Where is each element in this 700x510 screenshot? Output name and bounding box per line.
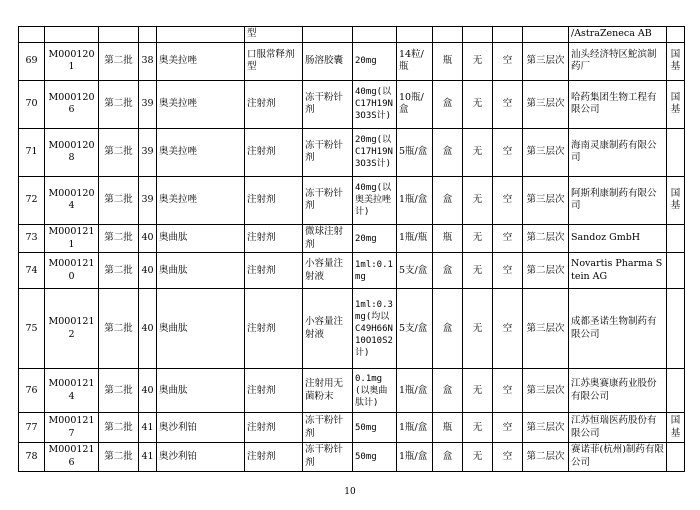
cell-specification: 20mg(以C17H19N3O3S计)	[353, 128, 397, 176]
cell-drug-name: 奥美拉唑	[157, 128, 245, 176]
cell-spec-form: 冻干粉针剂	[303, 176, 353, 224]
cell-specification: 1ml:0.3mg(均以C49H66N10O10S2计)	[353, 289, 397, 369]
cell-company: 赛诺菲(杭州)制药有限公司	[569, 443, 667, 472]
cell-flag-1: 无	[463, 224, 493, 253]
cell-unit: 瓶	[433, 413, 463, 443]
cell-drug-name: 奥曲肽	[157, 253, 245, 289]
cell-level: 第二层次	[523, 253, 569, 289]
table-row	[19, 289, 685, 369]
cell-dosage-form: 注射剂	[245, 253, 303, 289]
table-row	[19, 413, 685, 443]
cell-dosage-form: 注射剂	[245, 289, 303, 369]
cell-group-number: 39	[139, 80, 157, 128]
cell-dosage-form: 注射剂	[245, 224, 303, 253]
cell-flag-2: 空	[493, 369, 523, 413]
cell-flag-2: 空	[493, 176, 523, 224]
cell-company: 海南灵康制药有限公司	[569, 128, 667, 176]
cell-spec-form: 冻干粉针剂	[303, 443, 353, 472]
cell-group-number: 39	[139, 176, 157, 224]
cell-level: 第三层次	[523, 176, 569, 224]
cell-dosage-form: 注射剂	[245, 413, 303, 443]
cell-spec-form: 冻干粉针剂	[303, 128, 353, 176]
cell-company: /AstraZeneca AB	[569, 27, 667, 43]
cell-spec-form: 微球注射剂	[303, 224, 353, 253]
cell-row-number: 76	[19, 369, 45, 413]
cell-dosage-form: 注射剂	[245, 443, 303, 472]
cell-specification: 0.1mg(以奥曲肽计)	[353, 369, 397, 413]
cell-note	[667, 253, 685, 289]
cell-flag-1: 无	[463, 80, 493, 128]
cell-dosage-form: 型	[245, 27, 303, 43]
cell-drug-name: 奥沙利铂	[157, 413, 245, 443]
cell-package: 1瓶/盒	[397, 443, 433, 472]
cell-batch: 第二批	[99, 369, 139, 413]
cell-row-number: 74	[19, 253, 45, 289]
cell-package: 1瓶/瓶	[397, 224, 433, 253]
cell-flag-2: 空	[493, 443, 523, 472]
cell-row-number: 71	[19, 128, 45, 176]
cell-note	[667, 128, 685, 176]
cell-note	[667, 369, 685, 413]
cell-package: 1瓶/盒	[397, 413, 433, 443]
cell-note	[667, 289, 685, 369]
cell-flag-1: 无	[463, 253, 493, 289]
cell-spec-form: 小容量注射液	[303, 253, 353, 289]
cell-level: 第三层次	[523, 80, 569, 128]
cell-note: 国基	[667, 42, 685, 80]
cell-unit: 盒	[433, 176, 463, 224]
cell-package: 14粒/瓶	[397, 42, 433, 80]
cell-group-number: 40	[139, 289, 157, 369]
cell-flag-2: 空	[493, 289, 523, 369]
cell-company: 哈药集团生物工程有限公司	[569, 80, 667, 128]
cell-batch: 第二批	[99, 443, 139, 472]
cell-package: 10瓶/盒	[397, 80, 433, 128]
cell-spec-form: 注射用无菌粉末	[303, 369, 353, 413]
cell-row-number: 70	[19, 80, 45, 128]
cell-dosage-form: 注射剂	[245, 128, 303, 176]
cell-unit: 盒	[433, 443, 463, 472]
cell-group-number: 38	[139, 42, 157, 80]
cell-company: 成都圣诺生物制药有限公司	[569, 289, 667, 369]
cell-drug-code: M0001216	[45, 443, 99, 472]
cell-level: 第二层次	[523, 224, 569, 253]
drug-catalog-table	[18, 26, 685, 472]
cell-unit: 瓶	[433, 42, 463, 80]
cell-unit: 盒	[433, 369, 463, 413]
cell-spec-form: 肠溶胶囊	[303, 42, 353, 80]
cell-unit: 瓶	[433, 224, 463, 253]
cell-dosage-form: 注射剂	[245, 176, 303, 224]
cell-row-number: 77	[19, 413, 45, 443]
cell-drug-code: M0001211	[45, 224, 99, 253]
cell-company: Sandoz GmbH	[569, 224, 667, 253]
cell-specification: 20mg	[353, 42, 397, 80]
cell-group-number: 39	[139, 128, 157, 176]
cell-flag-2: 空	[493, 253, 523, 289]
cell-flag-1: 无	[463, 176, 493, 224]
cell-flag-1: 无	[463, 42, 493, 80]
cell-package: 1瓶/盒	[397, 176, 433, 224]
cell-spec-form: 小容量注射液	[303, 289, 353, 369]
cell-batch: 第二批	[99, 128, 139, 176]
cell-company: 阿斯利康制药有限公司	[569, 176, 667, 224]
table-row	[19, 224, 685, 253]
cell-note: 国基	[667, 80, 685, 128]
table-row-continued	[19, 27, 685, 43]
cell-row-number: 72	[19, 176, 45, 224]
cell-batch: 第二批	[99, 253, 139, 289]
cell-level: 第三层次	[523, 413, 569, 443]
table-row	[19, 443, 685, 472]
cell-flag-1: 无	[463, 443, 493, 472]
cell-level: 第三层次	[523, 369, 569, 413]
table-row	[19, 369, 685, 413]
cell-specification: 50mg	[353, 413, 397, 443]
cell-drug-code: M0001212	[45, 289, 99, 369]
table-row	[19, 128, 685, 176]
cell-level: 第三层次	[523, 289, 569, 369]
cell-drug-code: M0001204	[45, 176, 99, 224]
cell-drug-code: M0001217	[45, 413, 99, 443]
cell-dosage-form: 注射剂	[245, 369, 303, 413]
cell-drug-name: 奥曲肽	[157, 289, 245, 369]
cell-dosage-form: 注射剂	[245, 80, 303, 128]
cell-level: 第二层次	[523, 443, 569, 472]
cell-batch: 第二批	[99, 80, 139, 128]
cell-package: 5支/盒	[397, 253, 433, 289]
cell-flag-1: 无	[463, 369, 493, 413]
cell-flag-2: 空	[493, 224, 523, 253]
cell-flag-2: 空	[493, 80, 523, 128]
cell-company: 江苏奥赛康药业股份有限公司	[569, 369, 667, 413]
cell-row-number: 69	[19, 42, 45, 80]
cell-level: 第三层次	[523, 42, 569, 80]
cell-drug-code: M0001214	[45, 369, 99, 413]
cell-drug-name: 奥美拉唑	[157, 80, 245, 128]
cell-drug-code: M0001201	[45, 42, 99, 80]
cell-specification: 40mg(以C17H19N3O3S计)	[353, 80, 397, 128]
table-row	[19, 176, 685, 224]
cell-note	[667, 443, 685, 472]
cell-flag-2: 空	[493, 42, 523, 80]
cell-note: 国基	[667, 176, 685, 224]
cell-batch: 第二批	[99, 289, 139, 369]
table-row	[19, 80, 685, 128]
cell-package: 5瓶/盒	[397, 128, 433, 176]
cell-batch: 第二批	[99, 413, 139, 443]
cell-row-number: 75	[19, 289, 45, 369]
cell-flag-2: 空	[493, 413, 523, 443]
cell-batch: 第二批	[99, 42, 139, 80]
cell-group-number: 41	[139, 413, 157, 443]
cell-group-number: 40	[139, 253, 157, 289]
cell-batch: 第二批	[99, 224, 139, 253]
cell-drug-name: 奥美拉唑	[157, 42, 245, 80]
table-row	[19, 42, 685, 80]
table-row	[19, 253, 685, 289]
cell-drug-name: 奥沙利铂	[157, 443, 245, 472]
cell-specification: 20mg	[353, 224, 397, 253]
cell-group-number: 41	[139, 443, 157, 472]
cell-row-number: 78	[19, 443, 45, 472]
cell-spec-form: 冻干粉针剂	[303, 80, 353, 128]
cell-dosage-form: 口服常释剂型	[245, 42, 303, 80]
cell-unit: 盒	[433, 289, 463, 369]
cell-specification: 40mg(以奥美拉唑计)	[353, 176, 397, 224]
cell-package: 1瓶/盒	[397, 369, 433, 413]
cell-row-number: 73	[19, 224, 45, 253]
cell-group-number: 40	[139, 224, 157, 253]
cell-company: 汕头经济特区鮀滨制药厂	[569, 42, 667, 80]
cell-company: Novartis Pharma Stein AG	[569, 253, 667, 289]
cell-flag-2: 空	[493, 128, 523, 176]
cell-specification: 50mg	[353, 443, 397, 472]
cell-spec-form: 冻干粉针剂	[303, 413, 353, 443]
cell-drug-code: M0001210	[45, 253, 99, 289]
cell-note	[667, 224, 685, 253]
cell-group-number: 40	[139, 369, 157, 413]
cell-package: 5支/盒	[397, 289, 433, 369]
cell-batch: 第二批	[99, 176, 139, 224]
cell-flag-1: 无	[463, 413, 493, 443]
cell-flag-1: 无	[463, 289, 493, 369]
cell-drug-name: 奥曲肽	[157, 224, 245, 253]
cell-level: 第三层次	[523, 128, 569, 176]
cell-note: 国基	[667, 413, 685, 443]
cell-company: 江苏恒瑞医药股份有限公司	[569, 413, 667, 443]
cell-specification: 1ml:0.1mg	[353, 253, 397, 289]
cell-unit: 盒	[433, 253, 463, 289]
cell-drug-name: 奥美拉唑	[157, 176, 245, 224]
cell-unit: 盒	[433, 80, 463, 128]
cell-unit: 盒	[433, 128, 463, 176]
page-number: 10	[344, 487, 356, 497]
cell-drug-name: 奥曲肽	[157, 369, 245, 413]
cell-drug-code: M0001208	[45, 128, 99, 176]
cell-drug-code: M0001206	[45, 80, 99, 128]
cell-flag-1: 无	[463, 128, 493, 176]
